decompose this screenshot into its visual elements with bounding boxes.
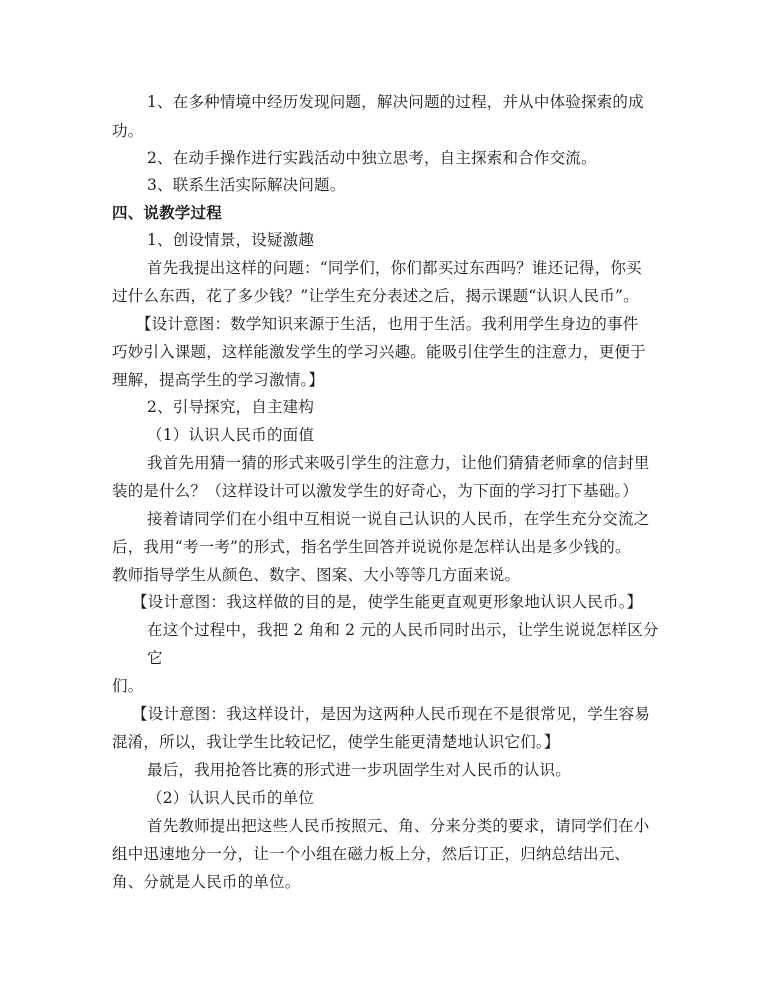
subsection-heading: （1）认识人民币的面值	[147, 426, 315, 444]
text-line: 组中迅速地分一分，让一个小组在磁力板上分，然后订正，归纳总结出元、	[112, 845, 631, 863]
text-line: 功。	[112, 122, 144, 140]
design-intent-note: 【设计意图：我这样设计，是因为这两种人民币现在不是很常见，学生容易	[132, 705, 651, 723]
text-line: 首先教师提出把这些人民币按照元、角、分来分类的要求，请同学们在小	[147, 817, 650, 835]
text-line: 它	[147, 649, 163, 667]
text-line: 装的是什么？（这样设计可以激发学生的好奇心，为下面的学习打下基础。）	[112, 482, 639, 500]
subsection-heading: 2、引导探究，自主建构	[147, 398, 315, 416]
text-line: 我首先用猜一猜的形式来吸引学生的注意力，让他们猜猜老师拿的信封里	[147, 454, 650, 472]
text-line: 巧妙引入课题，这样能激发学生的学习兴趣。能吸引住学生的注意力，更便于	[112, 343, 646, 361]
subsection-heading: （2）认识人民币的单位	[147, 789, 315, 807]
text-line: 3、联系生活实际解决问题。	[147, 176, 346, 194]
text-line: 接着请同学们在小组中互相说一说自己认识的人民币，在学生充分交流之	[147, 510, 650, 528]
text-line: 理解，提高学生的学习激情。】	[112, 371, 325, 389]
text-line: 角、分就是人民币的单位。	[112, 873, 301, 891]
subsection-heading: 1、创设情景，设疑激趣	[147, 231, 315, 249]
text-line: 1、在多种情境中经历发现问题，解决问题的过程，并从中体验探索的成	[147, 93, 644, 111]
text-line: 在这个过程中，我把 2 角和 2 元的人民币同时出示，让学生说说怎样区分	[147, 621, 659, 639]
text-line: 首先我提出这样的问题：“同学们，你们都买过东西吗？谁还记得，你买	[147, 259, 642, 277]
text-line: 混淆，所以，我让学生比较记忆，使学生能更清楚地认识它们。】	[112, 733, 560, 751]
text-line: 2、在动手操作进行实践活动中独立思考，自主探索和合作交流。	[147, 149, 597, 167]
design-intent-note: 【设计意图：数学知识来源于生活，也用于生活。我利用学生身边的事件	[136, 315, 639, 333]
text-line: 最后，我用抢答比赛的形式进一步巩固学生对人民币的认识。	[147, 761, 571, 779]
design-intent-note: 【设计意图：我这样做的目的是，使学生能更直观更形象地认识人民币。】	[132, 593, 643, 611]
text-line: 后，我用“考一考”的形式，指名学生回答并说说你是怎样认出是多少钱的。	[112, 538, 631, 556]
text-line: 教师指导学生从颜色、数字、图案、大小等等几方面来说。	[112, 566, 521, 584]
section-heading: 四、说教学过程	[112, 203, 222, 222]
text-line: 过什么东西，花了多少钱？”让学生充分表述之后，揭示课题“认识人民币”。	[112, 287, 639, 305]
text-line: 们。	[112, 677, 144, 695]
